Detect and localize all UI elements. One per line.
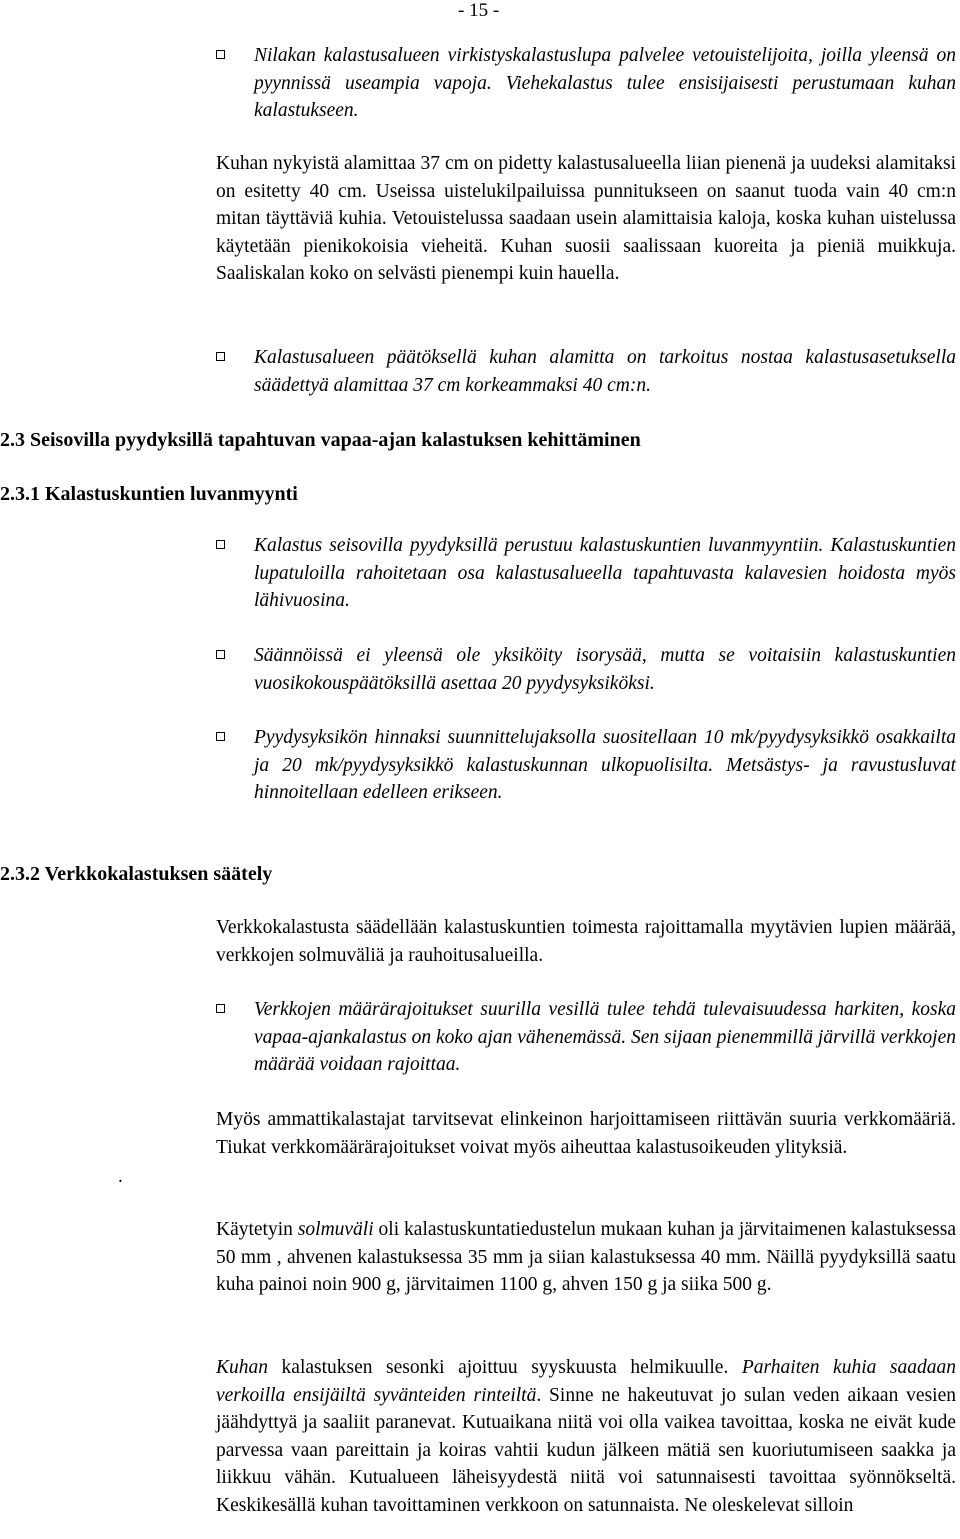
bullet-item bbox=[216, 724, 956, 836]
checkbox-bullet-icon bbox=[216, 540, 225, 549]
bullet-item bbox=[216, 344, 956, 400]
bullet-item bbox=[216, 42, 956, 126]
text-run: . Sinne ne hakeutuvat jo sulan veden aikaan vesien jäähdyttyä ja saaliit paranevat. Kutuaikana niitä voi olla vaikea tavoittaa, koska ne eivät kude parvessa vaan pareittain ja koiras vahtii kudun jälkeen mätiä sen kuoriutumiseen saakka ja liikkuu vähän. Kutualueen läheisyydestä niitä voi satunnaisesti tavoittaa syönnökseltä. Keskikesällä kuhan tavoittaminen verkkoon on satunnaista. Ne oleskelevat silloin bbox=[216, 1384, 956, 1516]
bullet-text: Säännöissä ei yleensä ole yksiköity isorysää, mutta se voitaisiin kalastuskuntien vuosikokouspäätöksillä asettaa 20 pyydysyksiköksi. bbox=[254, 645, 956, 694]
text-run: Käytetyin bbox=[216, 1219, 298, 1240]
paragraph: Myös ammattikalastajat tarvitsevat elinkeinon harjoittamiseen riittävän suuria verkkomääriä. Tiukat verkkomäärärajoitukset voivat myös aiheuttaa kalastusoikeuden ylityksiä. bbox=[216, 1109, 956, 1158]
page-number: - 15 - bbox=[458, 0, 500, 21]
bullet-text: Pyydysyksikön hinnaksi suunnittelujaksolla suositellaan 10 mk/pyydysyksikkö osakkailta ja 20 mk/pyydysyksikkö kalastuskunnan ulkopuolisilta. Metsästys- ja ravustusluvat hinnoitellaan edelleen erikseen. bbox=[254, 727, 956, 803]
paragraph: Verkkokalastusta säädellään kalastuskuntien toimesta rajoittamalla myytävien lupien määrää, verkkojen solmuväliä ja rauhoitusalueilla. bbox=[216, 917, 956, 966]
text-run-italic: Kuhan bbox=[216, 1357, 269, 1378]
paragraph: Kuhan nykyistä alamittaa 37 cm on pidetty kalastusalueella liian pienenä ja uudeksi alamitaksi on esitetty 40 cm. Useissa uistelukilpailuissa punnitukseen on saanut tuoda vain 40 cm:n mitan täyttäviä kuhia. Vetouistelussa saadaan usein alamittaisia kaloja, koska kuhan uistelussa käytetään pienikokoisia vieheitä. Kuhan suosii saalissaan kuoreita ja pieniä muikkuja. Saaliskalan koko on selvästi pienempi kuin hauella. bbox=[216, 153, 956, 284]
bullet-text: Kalastus seisovilla pyydyksillä perustuu kalastuskuntien luvanmyyntiin. Kalastuskuntien lupatuloilla rahoitetaan osa kalastusalueella tapahtuvasta kalavesien hoidosta myös lähivuosina. bbox=[254, 535, 956, 611]
text-run: kalastuksen sesonki ajoittuu syyskuusta helmikuulle. bbox=[268, 1357, 742, 1378]
checkbox-bullet-icon bbox=[216, 1004, 225, 1013]
bullet-item bbox=[216, 532, 956, 616]
checkbox-bullet-icon bbox=[216, 50, 225, 59]
bullet-text: Nilakan kalastusalueen virkistyskalastuslupa palvelee vetouistelijoita, joilla yleensä on pyynnissä useampia vapoja. Viehekalastus tulee ensisijaisesti perustumaan kuhan kalastukseen. bbox=[254, 45, 956, 121]
subsection-heading: 2.3.1 Kalastuskuntien luvanmyynti bbox=[0, 483, 298, 505]
section-heading: 2.3 Seisovilla pyydyksillä tapahtuvan vapaa-ajan kalastuksen kehittäminen bbox=[0, 429, 641, 451]
bullet-item bbox=[216, 642, 956, 698]
checkbox-bullet-icon bbox=[216, 732, 225, 741]
text-run-italic: solmuväli bbox=[297, 1219, 374, 1240]
paragraph bbox=[216, 1216, 956, 1299]
paragraph bbox=[216, 1354, 956, 1519]
bullet-item bbox=[216, 996, 956, 1080]
bullet-text: Kalastusalueen päätöksellä kuhan alamitta on tarkoitus nostaa kalastusasetuksella säädettyä alamittaa 37 cm korkeammaksi 40 cm:n. bbox=[254, 347, 956, 396]
checkbox-bullet-icon bbox=[216, 352, 225, 361]
bullet-text: Verkkojen määrärajoitukset suurilla vesillä tulee tehdä tulevaisuudessa harkiten, koska vapaa-ajankalastus on koko ajan vähenemässä. Sen sijaan pienemmillä järvillä verkkojen määrää voidaan rajoittaa. bbox=[254, 999, 956, 1075]
stray-dot: . bbox=[118, 1166, 123, 1187]
checkbox-bullet-icon bbox=[216, 650, 225, 659]
text-run-italic: Parhaiten kuhia saadaan verkoilla ensijäiltä syvänteiden rinteiltä bbox=[216, 1357, 956, 1406]
subsection-heading: 2.3.2 Verkkokalastuksen säätely bbox=[0, 863, 273, 885]
text-run: oli kalastuskuntatiedustelun mukaan kuhan ja järvitaimenen kalastuksessa 50 mm , ahvenen kalastuksessa 35 mm ja siian kalastuksessa 40 mm. Näillä pyydyksillä saatu kuha painoi noin 900 g, järvitaimen 1100 g, ahven 150 g ja siika 500 g. bbox=[216, 1219, 956, 1295]
